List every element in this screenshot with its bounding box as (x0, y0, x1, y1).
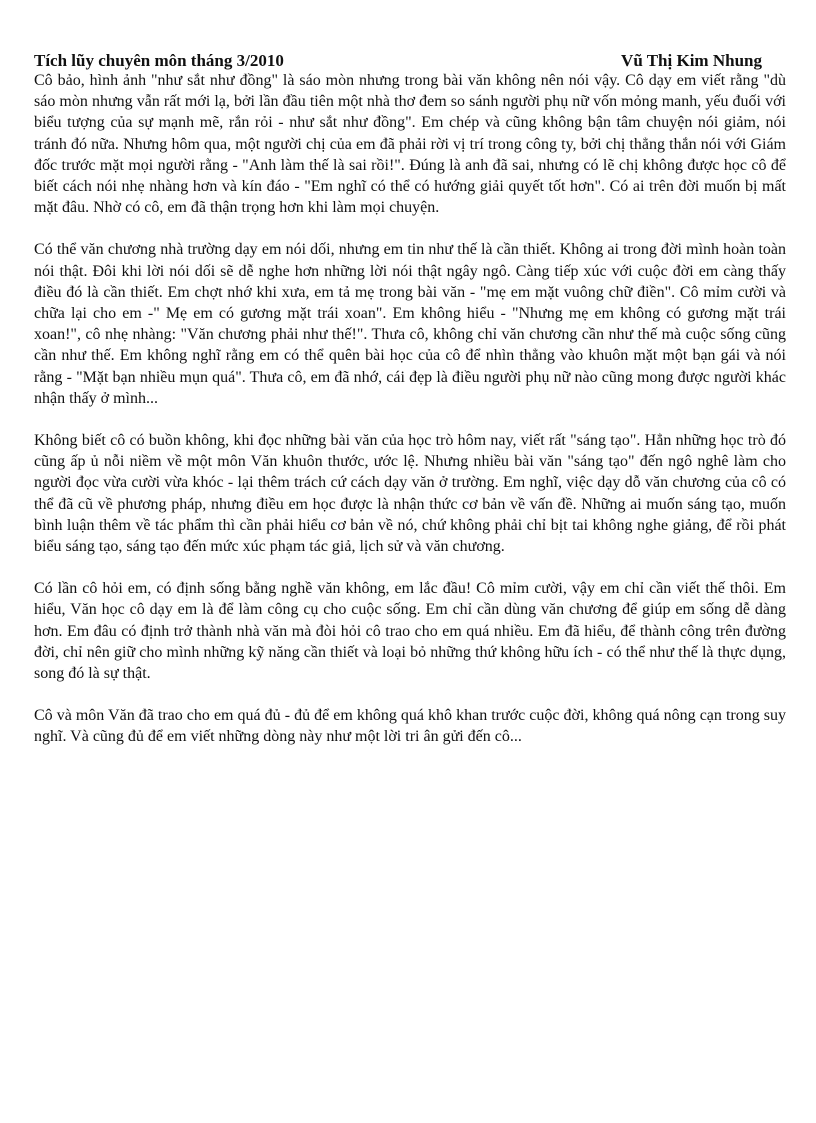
paragraph-3: Không biết cô có buồn không, khi đọc những bài văn của học trò hôm nay, viết rất "sáng tạo". Hẳn những học trò đó cũng ấp ủ nỗi niềm về một môn Văn khuôn thước, ước lệ. Nhưng nhiều bài văn "sáng tạo" đến ngô nghê làm cho người đọc vừa cười vừa khóc - lại thêm trách cứ cách dạy văn ở trường. Em nghĩ, việc dạy dỗ văn chương của cô có thể đã cũ về phương pháp, nhưng điều em học được là nhận thức cơ bản về vấn đề. Những ai muốn sáng tạo, muốn bình luận thêm về tác phẩm thì cần phải hiểu cơ bản về nó, chứ không phải chỉ bịt tai không nghe giảng, để rồi phát biểu sáng tạo, sáng tạo đến mức xúc phạm tác giả, lịch sử và văn chương. (34, 432, 786, 556)
paragraph-5: Cô và môn Văn đã trao cho em quá đủ - đủ để em không quá khô khan trước cuộc đời, không quá nông cạn trong suy nghĩ. Và cũng đủ để em viết những dòng này như một lời tri ân gửi đến cô... (34, 707, 786, 746)
paragraph-1: Cô bảo, hình ảnh "như sắt như đồng" là sáo mòn nhưng trong bài văn không nên nói vậy. Cô dạy em viết rằng "dù sáo mòn nhưng vẫn rất mới lạ, bởi lần đầu tiên một nhà thơ đem so sánh người phụ nữ vốn mỏng manh, yếu đuối với biểu tượng của sự mạnh mẽ, rắn rỏi - như sắt như đồng". Em chép và cũng không bận tâm chuyện nói giảm, nói tránh đó nữa. Nhưng hôm qua, một người chị của em đã phải rời vị trí trong công ty, bởi chị thẳng thắn nói với Giám đốc trước mặt mọi người rằng - "Anh làm thế là sai rồi!". Đúng là anh đã sai, nhưng có lẽ chị không được học cô để biết cách nói nhẹ nhàng hơn và kín đáo - "Em nghĩ có thể có hướng giải quyết tốt hơn". Có ai trên đời muốn bị mất mặt đâu. Nhờ có cô, em đã thận trọng hơn khi làm mọi chuyện. (34, 72, 786, 217)
document-title: Tích lũy chuyên môn tháng 3/2010 (34, 51, 284, 70)
document-page (34, 52, 786, 748)
document-author: Vũ Thị Kim Nhung (621, 51, 762, 70)
paragraph-4: Có lần cô hỏi em, có định sống bằng nghề văn không, em lắc đầu! Cô mỉm cười, vậy em chỉ cần viết thế thôi. Em hiểu, Văn học cô dạy em là để làm công cụ cho cuộc sống. Em chỉ cần dùng văn chương để giúp em sống dễ dàng hơn. Em đâu có định trở thành nhà văn mà đòi hỏi cô trao cho em quá nhiều. Em đã hiểu, để thành công trên đường đời, chỉ nên giữ cho mình những kỹ năng cần thiết và loại bỏ những thứ không hữu ích - có thể như thế là thực dụng, song đó là sự thật. (34, 580, 786, 683)
document-header (34, 52, 786, 70)
paragraph-2: Có thể văn chương nhà trường dạy em nói dối, nhưng em tin như thế là cần thiết. Không ai trong đời mình hoàn toàn nói thật. Đôi khi lời nói dối sẽ dễ nghe hơn những lời nói thật ngây ngô. Càng tiếp xúc với cuộc đời em càng thấy điều đó là cần thiết. Em chợt nhớ khi xưa, em tả mẹ trong bài văn - "mẹ em mặt vuông chữ điền". Cô mỉm cười và chữa lại cho em -" Mẹ em có gương mặt trái xoan". Em không hiểu - "Nhưng mẹ em không có gương mặt trái xoan!", cô nhẹ nhàng: "Văn chương phải như thế!". Thưa cô, không chỉ văn chương cần như thế mà cuộc sống cũng cần như thế. Em không nghĩ rằng em có thể quên bài học của cô để nhìn thẳng vào khuôn mặt một bạn gái và nói rằng - "Mặt bạn nhiều mụn quá". Thưa cô, em đã nhớ, cái đẹp là điều người phụ nữ nào cũng mong được người khác nhận thấy ở mình... (34, 241, 786, 407)
